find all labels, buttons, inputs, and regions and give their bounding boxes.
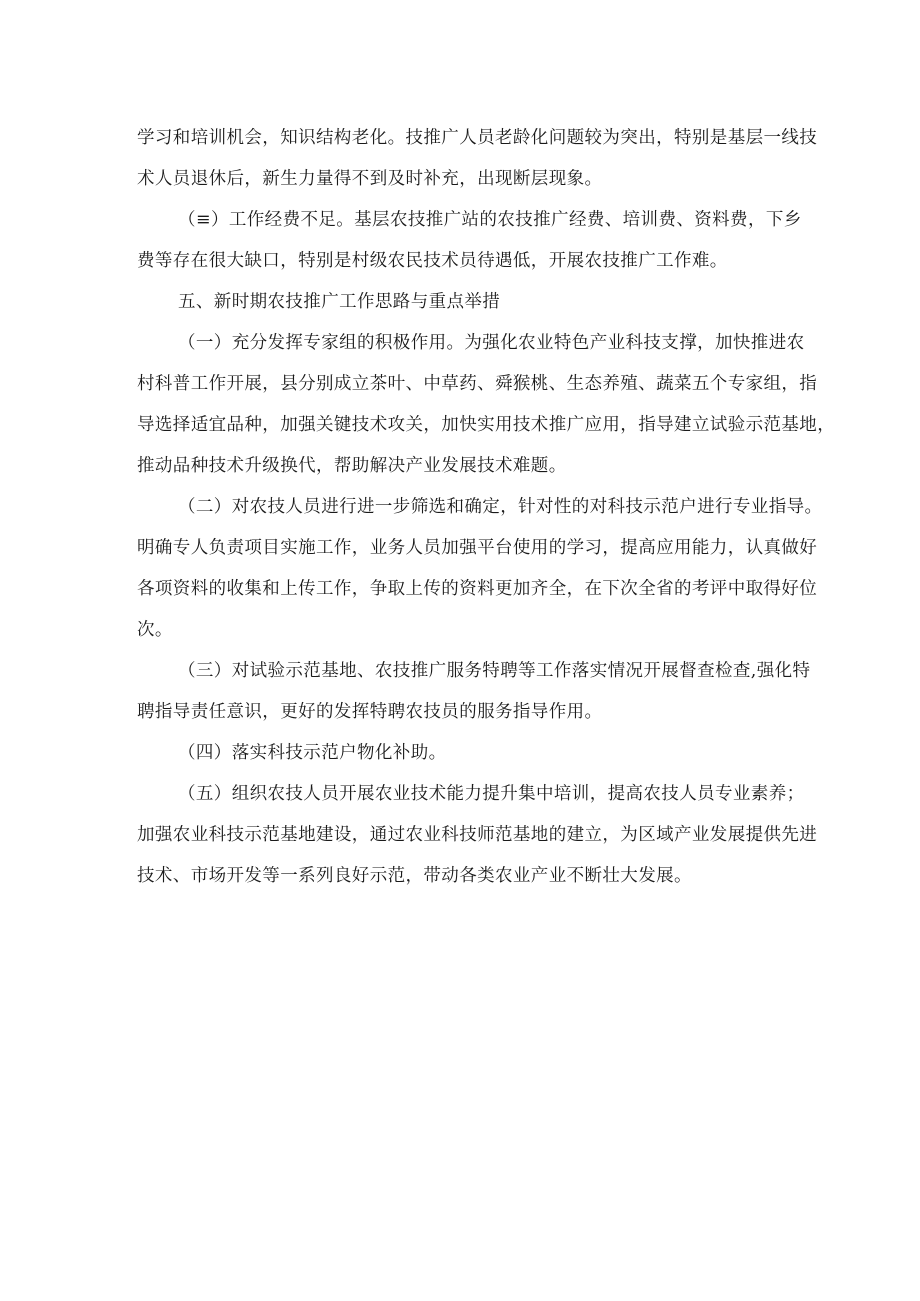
text-line: 聘指导责任意识，更好的发挥特聘农技员的服务指导作用。	[137, 702, 603, 722]
text-line: （一）充分发挥专家组的积极作用。为强化农业特色产业科技支撑，加快推进农	[178, 333, 805, 353]
text-line: （五）组织农技人员开展农业技术能力提升集中培训，提高农技人员专业素养；	[178, 784, 805, 804]
text-line: （四）落实科技示范户物化补助。	[178, 743, 447, 763]
text-line: 明确专人负责项目实施工作，业务人员加强平台使用的学习，提高应用能力，认真做好	[137, 538, 818, 558]
text-line: 加强农业科技示范基地建设，通过农业科技师范基地的建立，为区域产业发展提供先进	[137, 825, 818, 845]
text-line: 术人员退休后，新生力量得不到及时补充，出现断层现象。	[137, 169, 603, 189]
text-line: 各项资料的收集和上传工作，争取上传的资料更加齐全，在下次全省的考评中取得好位	[137, 579, 818, 599]
text-line: 技术、市场开发等一系列良好示范，带动各类农业产业不断壮大发展。	[137, 866, 692, 886]
text-line: 次。	[137, 620, 173, 640]
text-line: 费等存在很大缺口，特别是村级农民技术员待遇低，开展农技推广工作难。	[137, 251, 728, 271]
text-line: 导选择适宜品种，加强关键技术攻关，加快实用技术推广应用，指导建立试验示范基地，	[137, 415, 836, 435]
text-line: （≡）工作经费不足。基层农技推广站的农技推广经费、培训费、资料费，下乡	[178, 210, 802, 230]
section-heading: 五、新时期农技推广工作思路与重点举措	[178, 292, 501, 312]
text-line: 村科普工作开展，县分别成立茶叶、中草药、舜猴桃、生态养殖、蔬菜五个专家组，指	[137, 374, 818, 394]
text-line: 推动品种技术升级换代，帮助解决产业发展技术难题。	[137, 456, 567, 476]
text-line: （二）对农技人员进行进一步筛选和确定，针对性的对科技示范户进行专业指导。	[178, 497, 823, 517]
text-line: （三）对试验示范基地、农技推广服务特聘等工作落实情况开展督查检查,强化特	[178, 661, 811, 681]
text-line: 学习和培训机会，知识结构老化。技推广人员老龄化问题较为突出，特别是基层一线技	[137, 128, 818, 148]
